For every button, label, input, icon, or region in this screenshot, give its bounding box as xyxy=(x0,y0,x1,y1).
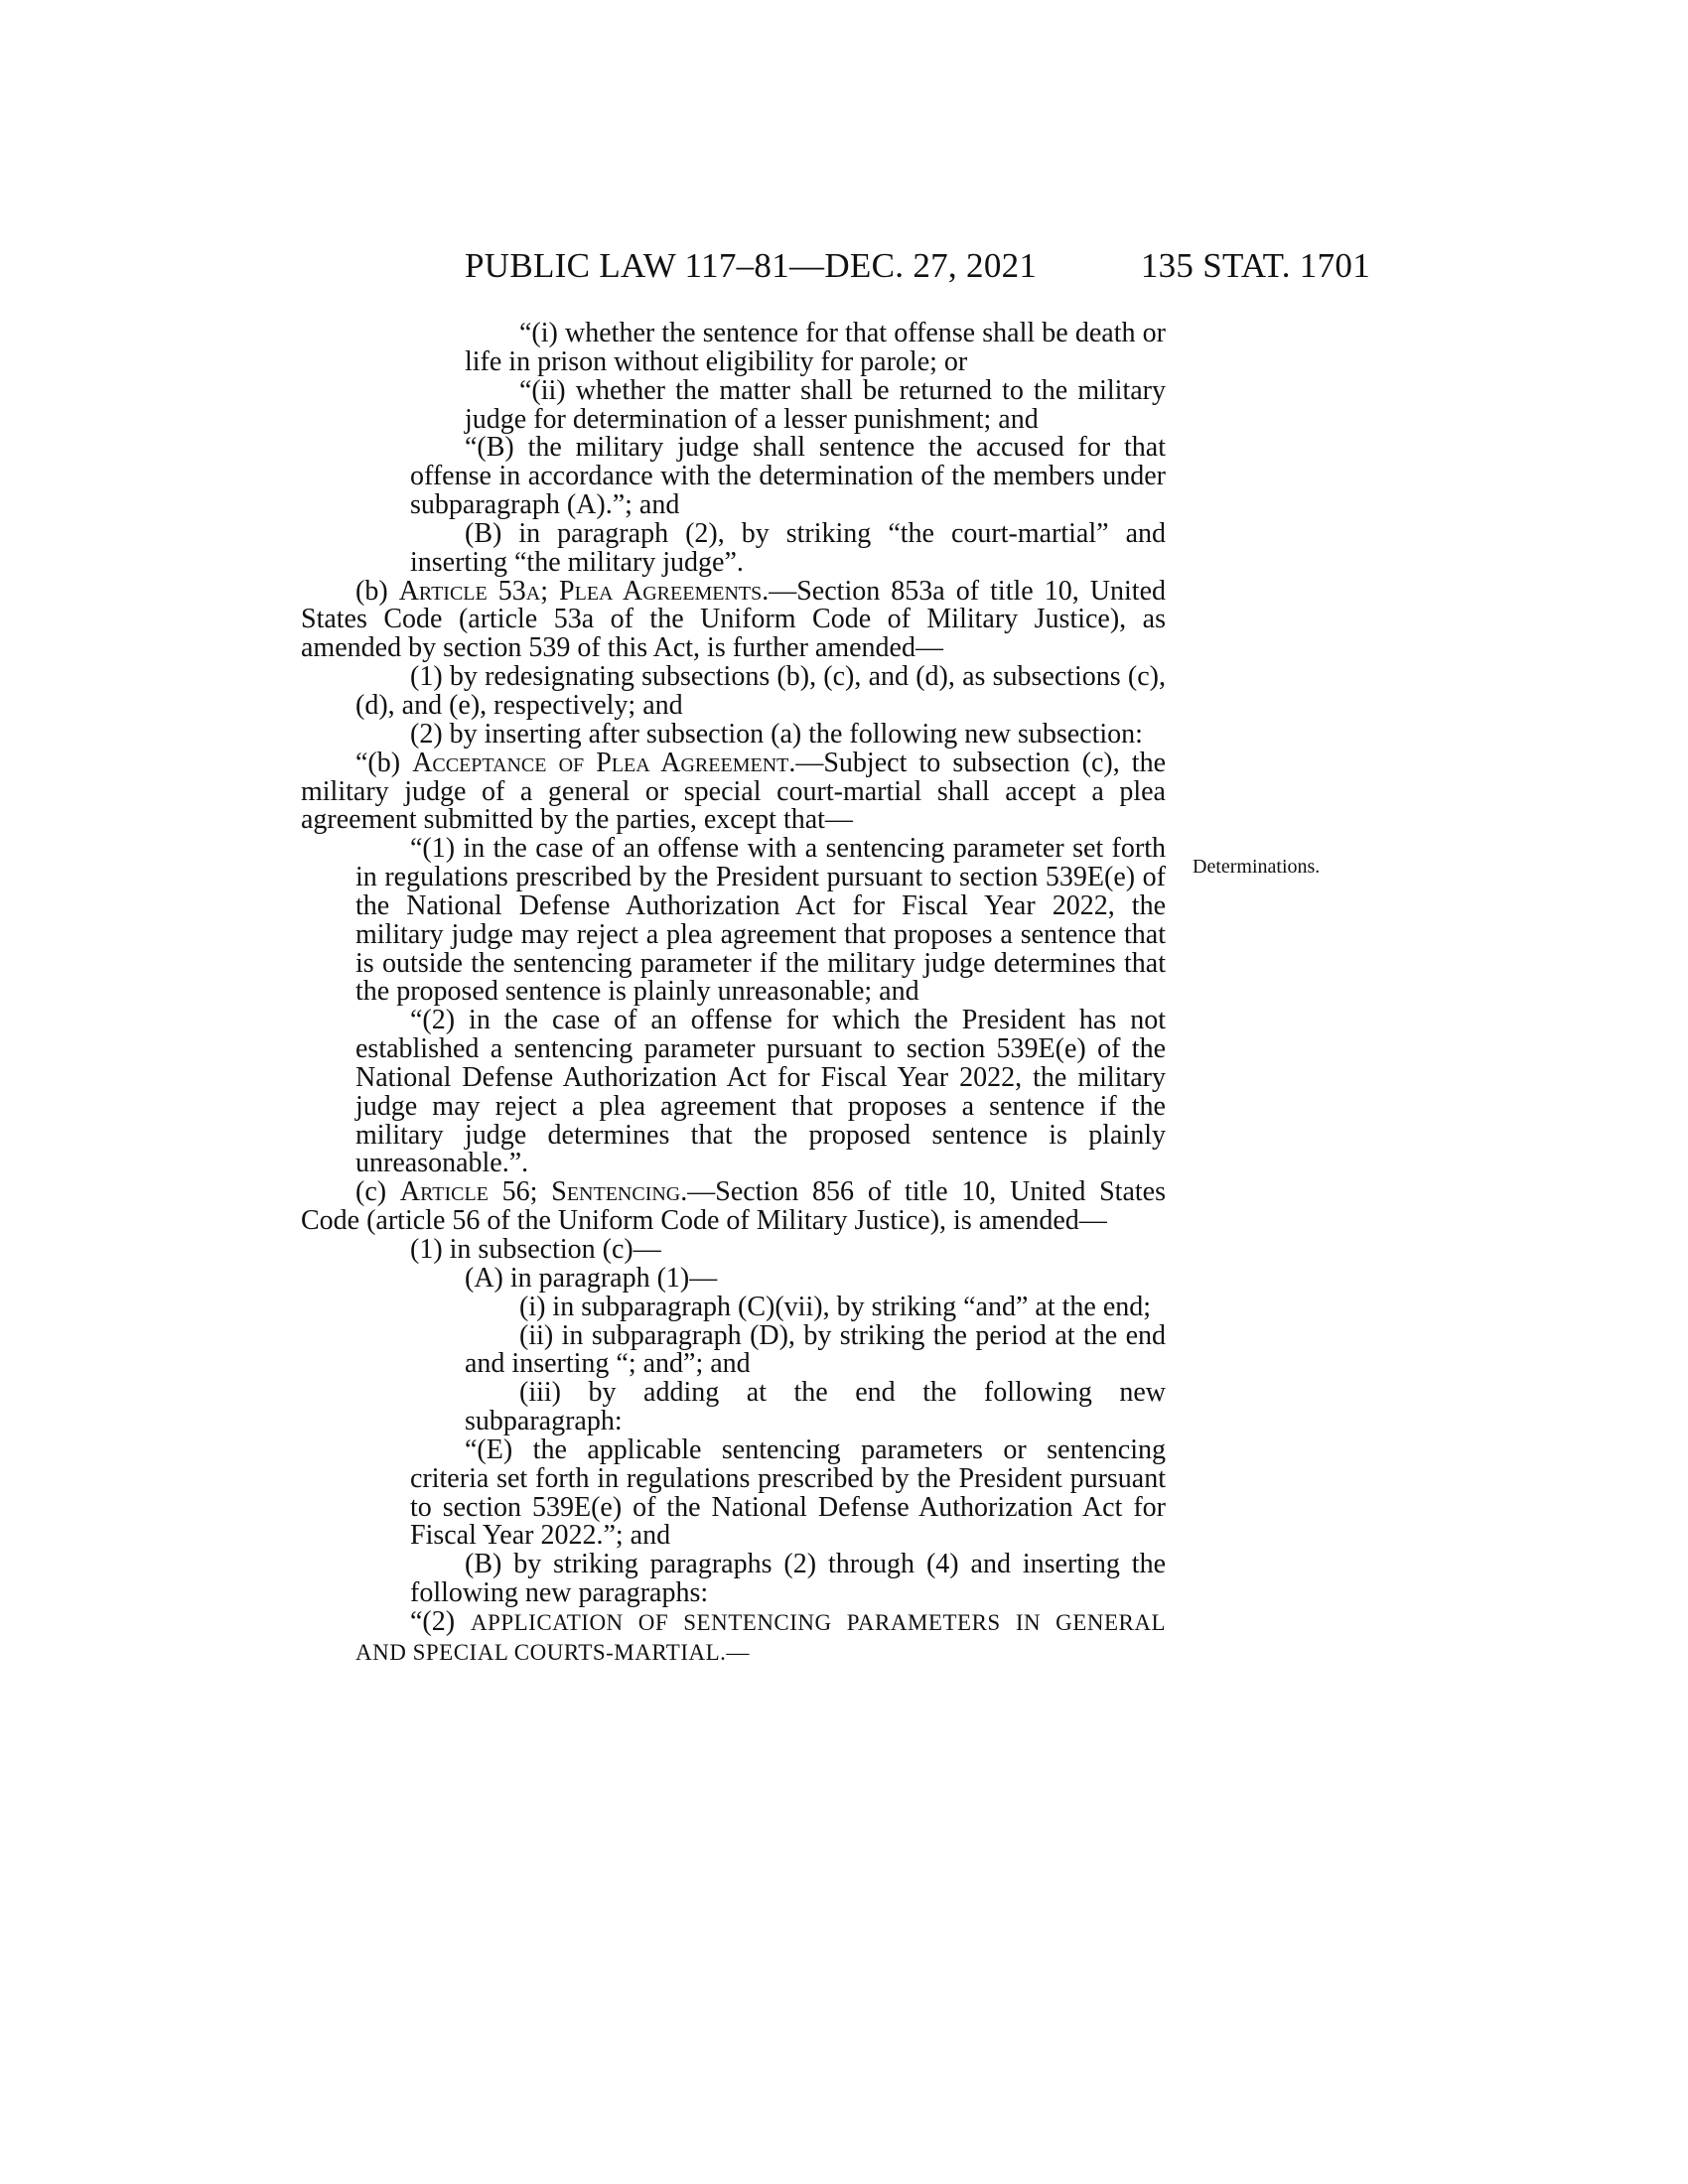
paragraph: (B) in paragraph (2), by striking “the court-martial” and inserting “the military judge”. xyxy=(410,517,1166,578)
margin-note: Determinations. xyxy=(1193,856,1321,878)
paragraph-text: —Subject to subsection (c), the military judge of a general or special court-martial shall accept a plea agreement submitted by the parties, except that— xyxy=(301,747,1167,836)
section-paragraph xyxy=(301,1605,1167,1668)
paragraph-lead: “(b) xyxy=(355,747,413,778)
paragraph: “(ii) whether the matter shall be returned to the military judge for determination of a lesser punishment; and xyxy=(465,374,1166,435)
paragraph: (iii) by adding at the end the following new subparagraph: xyxy=(465,1377,1166,1437)
section-paragraph xyxy=(301,1178,1166,1236)
page-header xyxy=(298,246,1370,296)
paragraph: (i) in subparagraph (C)(vii), by striking “and” at the end; xyxy=(519,1291,1152,1322)
section-heading: Article 56; Sentencing. xyxy=(399,1176,688,1208)
section-paragraph xyxy=(301,575,1166,664)
paragraph: (2) by inserting after subsection (a) the following new subsection: xyxy=(410,718,1143,750)
paragraph: (A) in paragraph (1)— xyxy=(465,1262,718,1294)
body-text xyxy=(301,320,1166,1668)
stat-reference: 135 STAT. 1701 xyxy=(1140,246,1370,285)
section-paragraph xyxy=(301,747,1167,836)
paragraph: (1) by redesignating subsections (b), (c), and (d), as subsections (c), (d), and (e), respectively; and xyxy=(355,661,1166,721)
section-heading: APPLICATION OF SENTENCING PARAMETERS IN GENERAL AND SPECIAL COURTS-MARTIAL.— xyxy=(355,1609,1167,1665)
paragraph-lead: “(2) xyxy=(410,1605,471,1637)
paragraph: “(E) the applicable sentencing parameters or sentencing criteria set forth in regulations prescribed by the President pursuant to section 539E(e) of the National Defense Authorization Act for Fiscal Year 2022.”; and xyxy=(410,1433,1166,1552)
paragraph-text: —Section 853a of title 10, United States Code (article 53a of the Uniform Code of Military Justice), as amended by section 539 of this Act, is further amended— xyxy=(301,575,1166,664)
paragraph-text: —Section 856 of title 10, United States Code (article 56 of the Uniform Code of Military Justice), is amended— xyxy=(301,1176,1166,1237)
paragraph: “(1) in the case of an offense with a sentencing parameter set forth in regulations prescribed by the President pursuant to section 539E(e) of the National Defense Authorization Act for Fiscal Year 2022, the military judge may reject a plea agreement that proposes a sentence that is outside the sentencing parameter if the military judge determines that the proposed sentence is plainly unreasonable; and xyxy=(355,833,1166,1008)
paragraph-lead: (b) xyxy=(355,575,399,607)
paragraph: “(i) whether the sentence for that offense shall be death or life in prison without eligibility for parole; or xyxy=(465,318,1166,377)
paragraph: “(2) in the case of an offense for which the President has not established a sentencing parameter pursuant to section 539E(e) of the National Defense Authorization Act for Fiscal Year 2022, the military judge may reject a plea agreement that proposes a sentence if the military judge determines that the proposed sentence is plainly unreasonable.”. xyxy=(355,1005,1166,1179)
law-title: PUBLIC LAW 117–81—DEC. 27, 2021 xyxy=(465,246,1038,285)
section-heading: Acceptance of Plea Agreement. xyxy=(412,747,796,778)
paragraph: “(B) the military judge shall sentence the accused for that offense in accordance with the determination of the members under subparagraph (A).”; and xyxy=(410,432,1166,521)
paragraph: (1) in subsection (c)— xyxy=(410,1234,661,1265)
paragraph: (B) by striking paragraphs (2) through (4) and inserting the following new paragraphs: xyxy=(410,1549,1166,1609)
paragraph: (ii) in subparagraph (D), by striking the period at the end and inserting “; and”; and xyxy=(465,1319,1166,1380)
paragraph-lead: (c) xyxy=(355,1176,400,1208)
section-heading: Article 53a; Plea Agreements. xyxy=(398,575,770,607)
